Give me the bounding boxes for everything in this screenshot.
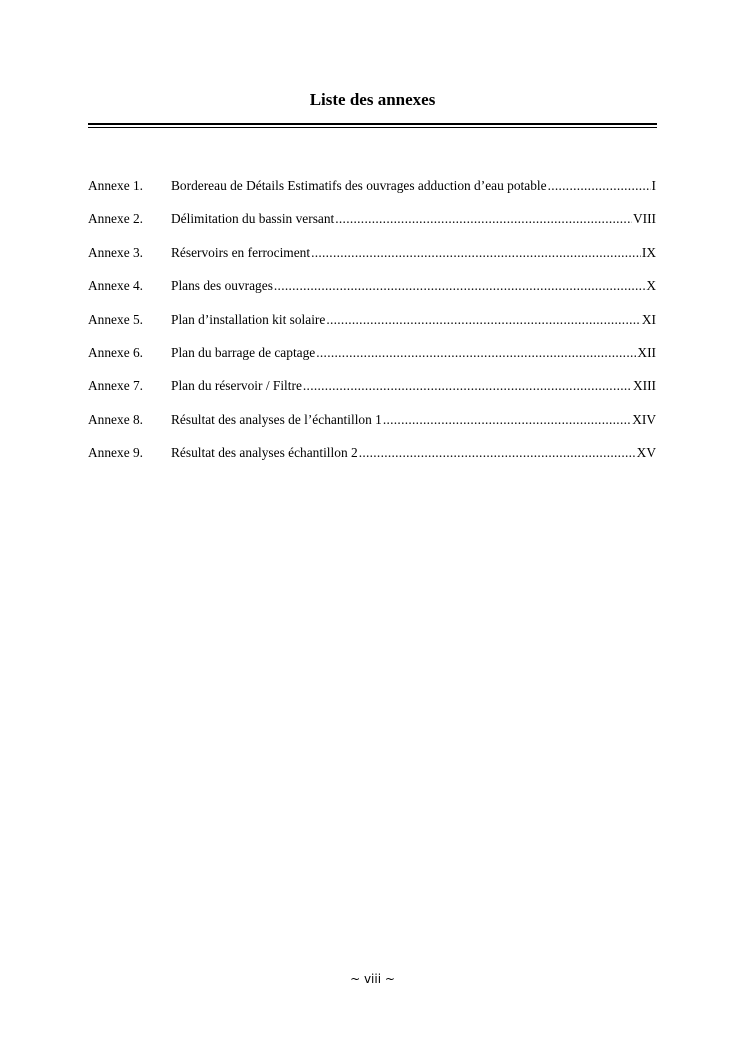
dot-leader: [311, 243, 641, 263]
annex-page: IX: [641, 244, 656, 260]
annex-list: [88, 176, 656, 477]
annex-entry-3[interactable]: [88, 243, 656, 276]
dot-leader: [359, 443, 636, 463]
annex-title: Délimitation du bassin versant: [171, 211, 335, 227]
annex-entry-6[interactable]: [88, 343, 656, 376]
annex-entry-7[interactable]: [88, 376, 656, 409]
annex-number: Annexe 7.: [88, 378, 144, 394]
dot-leader: [316, 343, 636, 363]
dot-leader: [335, 209, 632, 229]
annex-number: Annexe 6.: [88, 344, 144, 360]
title-rule-thin: [88, 127, 657, 128]
annex-title: Plan du réservoir / Filtre: [171, 378, 302, 394]
annex-title: Résultat des analyses échantillon 2: [171, 445, 358, 461]
dot-leader: [303, 376, 632, 396]
annex-page: XIV: [632, 411, 656, 427]
title-rule-thick: [88, 123, 657, 125]
annex-entry-8[interactable]: [88, 410, 656, 443]
annex-title: Résultat des analyses de l’échantillon 1: [171, 411, 382, 427]
annex-number: Annexe 4.: [88, 278, 144, 294]
page-number: ~ viii ~: [350, 972, 395, 986]
annex-title: Plan du barrage de captage: [171, 344, 316, 360]
annex-entry-2[interactable]: [88, 209, 656, 242]
annex-page: XIII: [632, 378, 656, 394]
annex-entry-4[interactable]: [88, 276, 656, 309]
annex-number: Annexe 2.: [88, 211, 144, 227]
annex-page: I: [651, 178, 656, 193]
dot-leader: [383, 410, 631, 430]
annex-number: Annexe 5.: [88, 311, 144, 327]
annex-entry-5[interactable]: [88, 310, 656, 343]
dot-leader: [326, 310, 641, 330]
dot-leader: [548, 176, 651, 196]
annex-number: Annexe 3.: [88, 244, 144, 260]
page-title: Liste des annexes: [309, 90, 436, 109]
annex-number: Annexe 9.: [88, 445, 144, 461]
dot-leader: [274, 276, 645, 296]
annex-title: Bordereau de Détails Estimatifs des ouvrages adduction d’eau potable: [171, 178, 547, 193]
annex-entry-9[interactable]: [88, 443, 656, 476]
annex-number: Annexe 8.: [88, 411, 144, 427]
annex-number: Annexe 1.: [88, 178, 144, 193]
annex-title: Plan d’installation kit solaire: [171, 311, 326, 327]
annex-page: XV: [636, 445, 656, 461]
annex-title: Réservoirs en ferrociment: [171, 244, 311, 260]
annex-page: X: [646, 278, 656, 294]
annex-title: Plans des ouvrages: [171, 278, 273, 294]
annex-entry-1[interactable]: [88, 176, 656, 209]
annex-page: VIII: [632, 211, 656, 227]
annex-page: XI: [641, 311, 656, 327]
annex-page: XII: [637, 344, 656, 360]
